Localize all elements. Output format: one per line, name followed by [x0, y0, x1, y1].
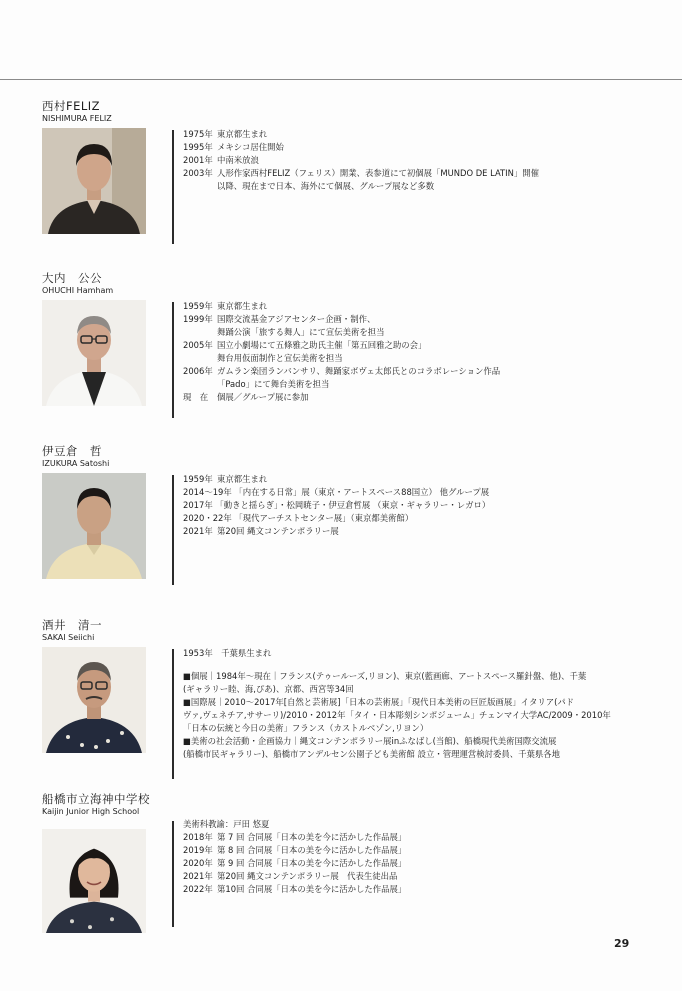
bio-row [183, 831, 653, 844]
artist-name-jp: 西村FELIZ [42, 99, 101, 113]
bio-row [183, 300, 653, 313]
bio-row [183, 870, 653, 883]
bio-row [183, 128, 653, 141]
bio-text: 個展／グループ展に参加 [217, 392, 309, 402]
bio-row [183, 512, 653, 525]
bio-row [183, 154, 653, 167]
bio-year: 2005年 [183, 340, 213, 350]
bio-year: 1959年 [183, 301, 213, 311]
bio-text: 国際交流基金アジアセンター企画・制作、 舞踊公演「旅する舞人」にて宣伝美術を担当 [217, 314, 385, 337]
timeline-bar [172, 475, 174, 585]
artist-name-jp: 伊豆倉 哲 [42, 444, 102, 458]
bio-row [183, 499, 653, 512]
bio-row [183, 365, 653, 391]
bio-row [183, 883, 653, 896]
timeline-bar [172, 130, 174, 244]
bio-year: 1995年 [183, 142, 213, 152]
timeline-bar [172, 821, 174, 927]
artist-portrait [42, 647, 146, 753]
bio-year: 2022年 [183, 884, 213, 894]
bio-text: 東京都生まれ [217, 129, 268, 139]
bio-list [183, 647, 653, 761]
bio-text: 第 8 回 合同展「日本の美を今に活かした作品展」 [217, 845, 407, 855]
artist-portrait [42, 128, 146, 234]
top-rule [0, 79, 682, 80]
bio-paragraph-social: ■美術の社会活動・企画協力｜縄文コンテンポラリー展inふなばし(当館)、船橋現代美術国際交流展 (船橋市民ギャラリー)、船橋市アンデルセン公園子ども美術館 設立・管理運営検討委員、千葉県各地 [183, 736, 560, 759]
bio-row [183, 473, 653, 486]
timeline-bar [172, 302, 174, 418]
bio-row [183, 525, 653, 538]
bio-year: 1959年 [183, 474, 213, 484]
bio-year: 1999年 [183, 314, 213, 324]
bio-year: 2003年 [183, 168, 213, 178]
artist-name-en: NISHIMURA FELIZ [42, 114, 112, 123]
bio-row [183, 857, 653, 870]
artist-name-jp: 酒井 清一 [42, 618, 102, 632]
bio-birth: 1953年 千葉県生まれ [183, 648, 272, 658]
bio-year: 2019年 [183, 845, 213, 855]
bio-year: 2001年 [183, 155, 213, 165]
bio-row [183, 486, 653, 499]
bio-year: 現 在 [183, 392, 209, 402]
bio-row [183, 167, 653, 193]
bio-text: 国立小劇場にて五條雅之助氏主催「第五回雅之助の会」 舞台用仮面制作と宣伝美術を担当 [217, 340, 427, 363]
bio-list [183, 473, 653, 538]
bio-text: 東京都生まれ [217, 474, 268, 484]
bio-text: 中南米放浪 [217, 155, 259, 165]
bio-text: 2014〜19年 「内在する日常」展（東京・アートスペース88国立） 他グループ展 [183, 487, 490, 497]
bio-year: 2021年 [183, 871, 213, 881]
bio-list [183, 818, 653, 896]
bio-text: 人形作家西村FELIZ（フェリス）開業、表参道にて初個展「MUNDO DE LATIN」開催 以降、現在まで日本、海外にて個展、グループ展など多数 [217, 168, 540, 191]
bio-paragraph-international: ■国際展｜2010〜2017年[自然と芸術展]「日本の芸術展」「現代日本美術の巨匠版画展」イタリア(パド ヴァ,ヴェネチア,ササーリ)/2010・2012年「タイ・日本彫刻シンポジューム」チェンマイ大学AC/2009・2010年 「日本の伝統と今日の美術」フランス（カストルベゾン,リヨン） [183, 697, 611, 733]
bio-text: 東京都生まれ [217, 301, 268, 311]
bio-paragraph-solo: ■個展｜1984年〜現在｜フランス(テゥールーズ,リヨン)、東京(藍画廊、アートスペース羅針盤、他)、千葉 (ギャラリー睦、海,ぴあ)、京都、西宮等34回 [183, 671, 587, 694]
bio-text: メキシコ居住開始 [217, 142, 284, 152]
bio-row [183, 313, 653, 339]
artist-portrait [42, 473, 146, 579]
artist-portrait [42, 300, 146, 406]
bio-year: 2021年 [183, 526, 213, 536]
bio-text: 第20回 縄文コンテンポラリー展 代表生徒出品 [217, 871, 398, 881]
school-name-en: Kaijin Junior High School [42, 807, 140, 816]
bio-year: 2018年 [183, 832, 213, 842]
bio-year: 2006年 [183, 366, 213, 376]
bio-text: 第 9 回 合同展「日本の美を今に活かした作品展」 [217, 858, 407, 868]
bio-row [183, 339, 653, 365]
bio-list [183, 300, 653, 404]
teacher-name: 美術科教諭：戸田 悠夏 [183, 819, 270, 829]
bio-list [183, 128, 653, 193]
bio-year: 2020年 [183, 858, 213, 868]
artist-name-jp: 大内 公公 [42, 271, 102, 285]
bio-text: 第 7 回 合同展「日本の美を今に活かした作品展」 [217, 832, 407, 842]
bio-row [183, 844, 653, 857]
bio-text: 2017年 「動きと揺らぎ」・松岡暁子・伊豆倉哲展 （東京・ギャラリー・レガロ） [183, 500, 491, 510]
bio-row [183, 391, 653, 404]
teacher-portrait [42, 829, 146, 933]
bio-text: 第10回 合同展「日本の美を今に活かした作品展」 [217, 884, 407, 894]
school-name-jp: 船橋市立海神中学校 [42, 792, 150, 806]
bio-text: ガムラン楽団ランバンサリ、舞踊家ボヴェ太郎氏とのコラボレーション作品 「Pado」にて舞台美術を担当 [217, 366, 501, 389]
artist-name-en: SAKAI Seiichi [42, 633, 95, 642]
page-number: 29 [614, 937, 630, 950]
artist-name-en: OHUCHI Hamham [42, 286, 114, 295]
bio-row [183, 141, 653, 154]
bio-text: 2020・22年 「現代アーチストセンター展」（東京都美術館） [183, 513, 414, 523]
timeline-bar [172, 649, 174, 779]
bio-text: 第20回 縄文コンテンポラリー展 [217, 526, 339, 536]
artist-name-en: IZUKURA Satoshi [42, 459, 110, 468]
bio-year: 1975年 [183, 129, 213, 139]
